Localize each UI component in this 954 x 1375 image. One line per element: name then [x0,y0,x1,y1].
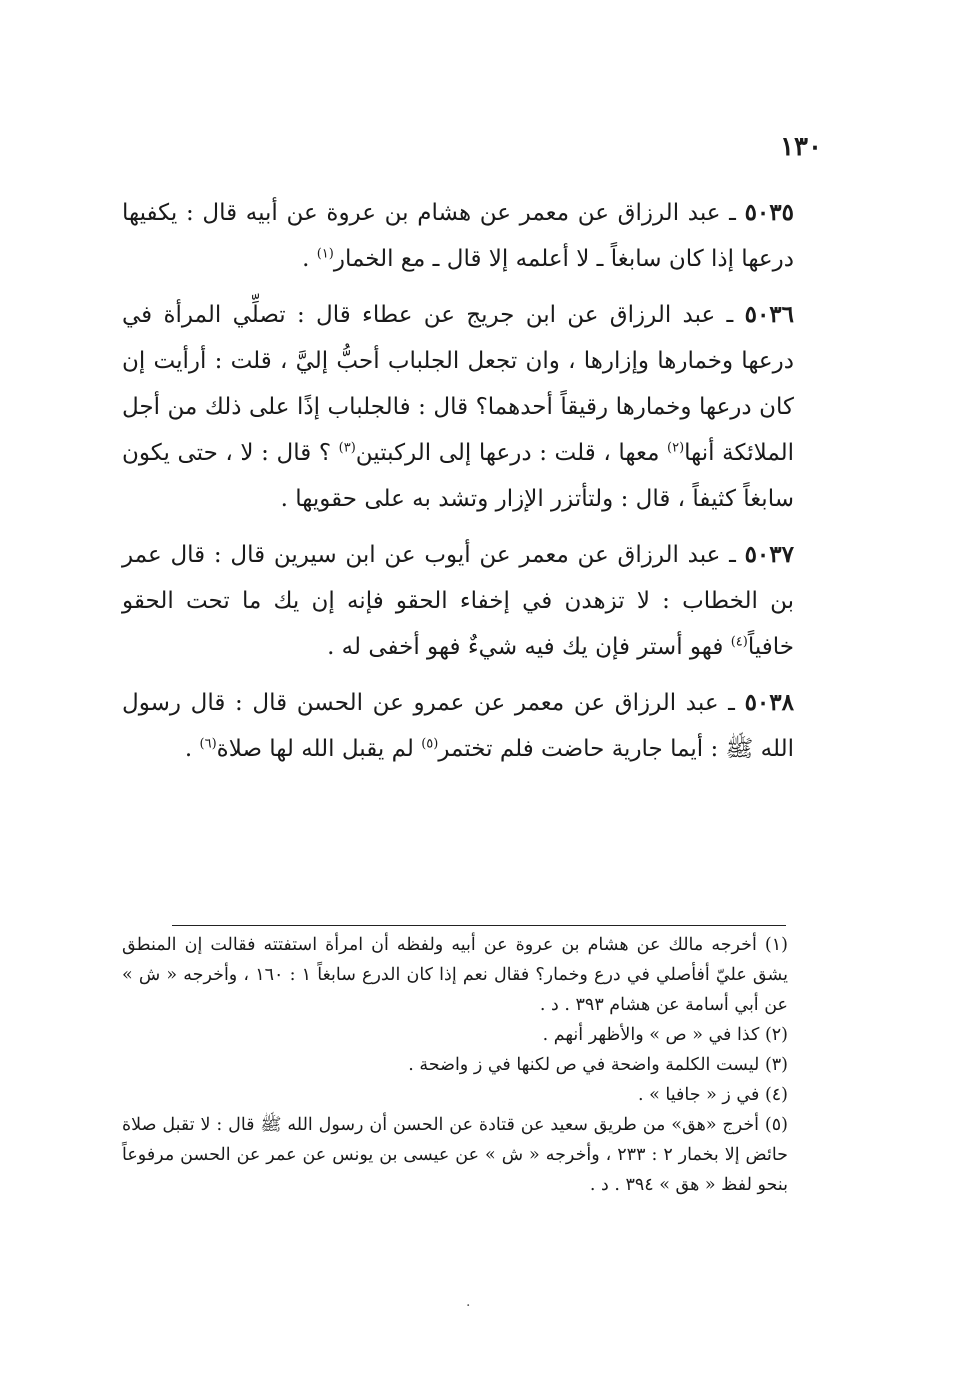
hadith-number: ٥٠٣٨ [744,689,794,716]
scan-speck: · [466,1298,471,1314]
footnote-ref[interactable]: (٦) [199,736,217,752]
page-number: ١٣٠ [780,132,822,162]
footnote-ref[interactable]: (٤) [730,634,748,650]
footnote [122,1080,788,1110]
footnote-text: ليست الكلمة واضحة في ص لكنها في ز واضحة . [408,1055,760,1075]
footnote-ref[interactable]: (٣) [338,440,356,456]
hadith-text-tail: . [302,246,317,272]
hadith-text-mid: لم يقبل الله لها صلاة [216,736,422,762]
hadith-text: ـ عبد الرزاق عن معمر عن أيوب عن ابن سيرين قال : قال عمر بن الخطاب : لا تزهدن في إخفاء الحقو فإنه إن يك ما تحت الحقو خافياً [122,542,794,660]
hadith-text: ـ عبد الرزاق عن ابن جريج عن عطاء قال : تصلِّي المرأة في درعها وخمارها وإزارها ، وان تجعل الجلباب أحبُّ إليَّ ، قلت : أرأيت إن كان درعها وخمارها رقيقاً أحدهما؟ قال : فالجلباب إذًا على ذلك من أجل الملائكة أنها [122,302,795,466]
footnote-ref[interactable]: (٥) [421,736,439,752]
main-text [122,190,794,782]
footnote [122,1020,788,1050]
hadith-paragraph [122,680,794,772]
footnote [122,1110,788,1200]
footnote-text: كذا في « ص » والأظهر أنهم . [542,1025,760,1045]
footnote-number: (١) [764,935,788,955]
footnote-number: (٥) [764,1115,788,1135]
footnote-text: أخرجه مالك عن هشام بن عروة عن أبيه ولفظه أن امرأة استفتته فقالت إن المنطق يشق عليّ أفأصلي في درع وخمار؟ فقال نعم إذا كان الدرع سابغاً ١ : ١٦٠ ، وأخرجه « ش » عن أبي أسامة عن هشام ٣٩٣ . د . [122,935,788,1015]
hadith-text-tail: ؟ قال : لا ، حتى يكون سابغاً كثيفاً ، قال : ولتأتزر الإزار وتشد به على حقويها . [122,440,794,512]
footnote [122,1050,788,1080]
hadith-paragraph [122,532,794,670]
footnote [122,930,788,1020]
footnote-number: (٢) [764,1025,788,1045]
hadith-text-tail: فهو أستر فإن يك فيه شيءٌ فهو أخفى له . [327,634,731,660]
hadith-text: ـ عبد الرزاق عن معمر عن عمرو عن الحسن قال : قال رسول الله ﷺ : أيما جارية حاضت فلم تختمر [122,690,794,762]
hadith-text-tail: . [184,736,200,762]
footnotes [122,930,788,1200]
hadith-text: ـ عبد الرزاق عن معمر عن هشام بن عروة عن أبيه قال : يكفيها درعها إذا كان سابغاً ـ لا أعلمه إلا قال ـ مع الخمار [122,200,794,272]
hadith-text-mid: معها ، قلت : درعها إلى الركبتين [355,440,668,466]
footnote-number: (٣) [764,1055,788,1075]
hadith-number: ٥٠٣٦ [744,301,795,328]
hadith-paragraph [122,292,794,522]
hadith-number: ٥٠٣٥ [744,199,794,226]
hadith-number: ٥٠٣٧ [744,541,794,568]
footnote-ref[interactable]: (٢) [667,440,685,456]
footnote-text: في ز « جافيا » . [638,1085,760,1105]
footnote-divider [172,925,786,926]
footnote-number: (٤) [764,1085,788,1105]
footnote-text: أخرج «هق» من طريق سعيد عن قتادة عن الحسن أن رسول الله ﷺ قال : لا تقبل صلاة حائض إلا بخمار ٢ : ٢٣٣ ، وأخرجه « ش » عن عيسى بن يونس عن عمر عن الحسن مرفوعاً بنحو لفظ « هق » ٣٩٤ . د . [122,1115,788,1195]
footnote-ref[interactable]: (١) [316,246,334,262]
hadith-paragraph [122,190,794,282]
